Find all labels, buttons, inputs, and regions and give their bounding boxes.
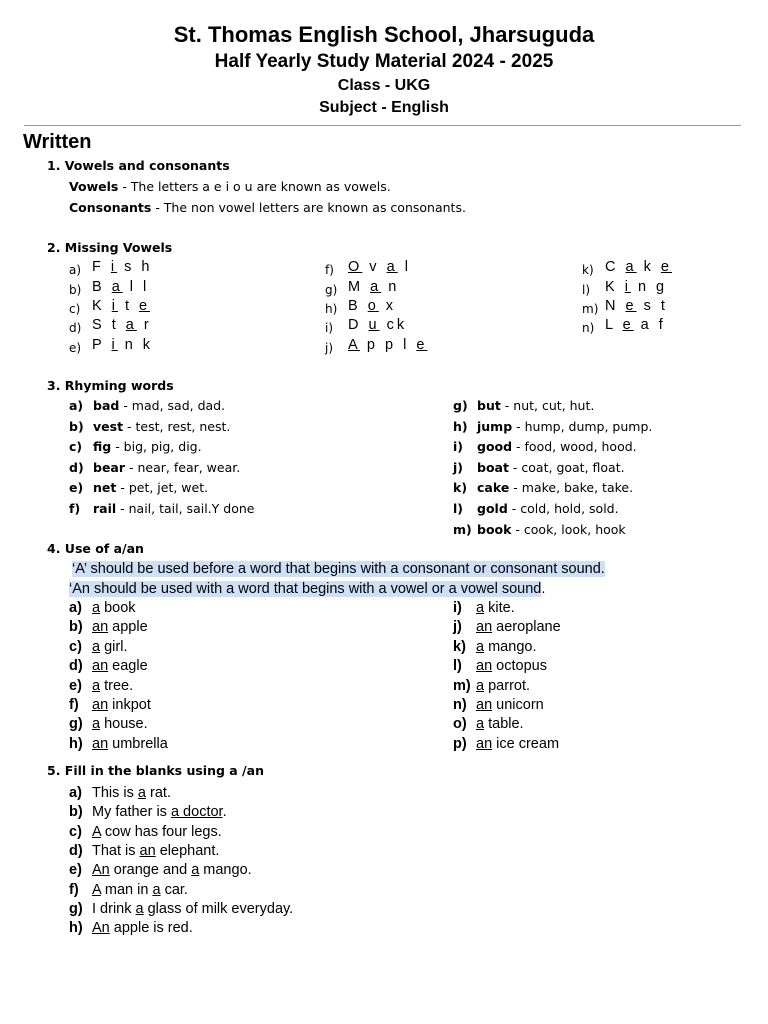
vowel-blank: O xyxy=(348,259,363,275)
item-letter: b) xyxy=(69,619,83,636)
item-letter: m) xyxy=(582,302,599,316)
item-letter: m) xyxy=(453,677,471,694)
word xyxy=(92,259,153,275)
item-letter: l) xyxy=(453,501,463,516)
missing-vowel-item xyxy=(69,279,150,299)
rhyme-word: book xyxy=(477,521,512,537)
item-letter: c) xyxy=(69,439,83,455)
noun: house. xyxy=(100,716,148,733)
sentence-part: I drink xyxy=(92,900,136,917)
word-part: t xyxy=(117,298,140,314)
rule-an xyxy=(69,581,545,597)
rhyme-word: boat xyxy=(477,459,509,475)
rhyme-item xyxy=(69,419,230,434)
rhyme-list: - big, pig, dig. xyxy=(111,439,202,455)
missing-vowel-item xyxy=(325,317,408,337)
item-letter: l) xyxy=(582,283,591,297)
rhyme-word: net xyxy=(93,480,117,496)
word-part: F xyxy=(92,259,111,275)
rhyme-list: - food, wood, hood. xyxy=(512,439,637,455)
word xyxy=(92,317,152,333)
rhyme-list: - cook, look, hook xyxy=(511,521,626,537)
vowel-blank: e xyxy=(625,298,637,314)
vowels-definition xyxy=(69,179,391,194)
rhyme-word: bear xyxy=(93,459,126,475)
rhyme-item xyxy=(453,398,594,413)
item-letter: n) xyxy=(453,697,467,713)
answer-blank: a doctor xyxy=(170,804,223,821)
sentence-part: This is xyxy=(92,785,138,801)
word xyxy=(92,298,150,314)
sentence-part: My father is xyxy=(92,804,171,821)
vowel-blank: i xyxy=(624,279,631,295)
sentence-part: glass of milk everyday. xyxy=(143,900,294,917)
item-letter: d) xyxy=(69,459,84,475)
noun: unicorn xyxy=(492,697,544,713)
section-4-title: 4. Use of a/an xyxy=(47,541,144,556)
article: an xyxy=(476,735,493,752)
word-part: ck xyxy=(379,317,408,333)
word-part: D xyxy=(348,317,369,333)
noun: kite. xyxy=(484,600,515,616)
noun: ice cream xyxy=(492,735,560,752)
fill-blank-item xyxy=(69,785,171,801)
missing-vowel-item xyxy=(325,259,411,279)
header-divider xyxy=(24,125,741,126)
vowel-blank: A xyxy=(348,337,360,353)
answer-blank: a xyxy=(191,862,200,879)
article: a xyxy=(476,716,485,733)
fill-blank-item xyxy=(69,862,252,878)
vowel-blank: e xyxy=(416,337,428,353)
noun: parrot. xyxy=(484,677,531,694)
word-part: C xyxy=(605,259,626,275)
article-item xyxy=(69,678,133,694)
article: an xyxy=(476,619,493,636)
answer-blank: an xyxy=(139,842,156,859)
item-letter: a) xyxy=(69,785,82,801)
rhyme-list: - nut, cut, hut. xyxy=(500,398,595,413)
answer-blank: a xyxy=(135,900,144,917)
rhyme-word: gold xyxy=(477,501,508,516)
item-letter: e) xyxy=(69,677,82,694)
article: a xyxy=(476,600,485,616)
word-part: a f xyxy=(633,317,666,333)
vowel-blank: e xyxy=(622,317,634,333)
word-part: P xyxy=(92,337,112,353)
section-1-title: 1. Vowels and consonants xyxy=(47,158,230,173)
word xyxy=(348,298,396,314)
word-part: l l xyxy=(122,279,150,295)
vowel-blank: o xyxy=(367,298,379,314)
article: an xyxy=(92,658,109,675)
rhyme-list: - cold, hold, sold. xyxy=(507,501,619,516)
article-item xyxy=(69,716,148,732)
vowel-blank: a xyxy=(125,317,137,333)
article-item xyxy=(453,736,559,752)
item-letter: g) xyxy=(69,716,83,733)
article-item xyxy=(69,736,168,752)
item-letter: a) xyxy=(69,263,82,277)
word-part: M xyxy=(348,279,371,295)
item-letter: c) xyxy=(69,823,82,840)
sentence-part: mango. xyxy=(199,862,252,879)
item-letter: e) xyxy=(69,480,84,496)
word-part: r xyxy=(136,317,152,333)
item-letter: g) xyxy=(453,398,468,413)
item-letter: c) xyxy=(69,302,81,316)
section-5-title: 5. Fill in the blanks using a /an xyxy=(47,763,264,778)
item-letter: b) xyxy=(69,804,83,821)
item-letter: f) xyxy=(325,263,334,277)
answer-blank: a xyxy=(137,785,146,801)
vowel-blank: a xyxy=(386,259,398,275)
sentence-part: man in xyxy=(100,881,153,898)
word-part: N xyxy=(605,298,626,314)
item-letter: o) xyxy=(453,716,467,733)
rule-an-end: . xyxy=(541,581,546,597)
missing-vowel-item xyxy=(325,279,400,299)
item-letter: a) xyxy=(69,398,84,413)
article-item xyxy=(453,658,547,674)
sentence-part: elephant. xyxy=(155,842,220,859)
sentence-part: cow has four legs. xyxy=(100,823,222,840)
noun: mango. xyxy=(484,638,537,655)
noun: girl. xyxy=(100,638,128,655)
consonants-label: Consonants xyxy=(69,200,152,215)
word xyxy=(605,298,668,314)
word xyxy=(92,337,153,353)
fill-blank-item xyxy=(69,920,193,936)
article-item xyxy=(453,716,524,732)
item-letter: c) xyxy=(69,638,82,655)
rhyme-word: good xyxy=(477,439,513,455)
word-part: k xyxy=(636,259,661,275)
rhyme-item xyxy=(453,419,652,434)
answer-blank: a xyxy=(152,881,161,898)
item-letter: k) xyxy=(453,638,466,655)
item-letter: f) xyxy=(69,697,79,713)
noun: tree. xyxy=(100,677,134,694)
rule-a xyxy=(72,561,605,577)
missing-vowel-item xyxy=(582,317,666,337)
article-item xyxy=(69,639,127,655)
item-letter: f) xyxy=(69,881,79,898)
article: an xyxy=(92,735,109,752)
item-letter: g) xyxy=(69,900,83,917)
rhyme-word: but xyxy=(477,398,501,413)
item-letter: a) xyxy=(69,600,82,616)
section-2-title: 2. Missing Vowels xyxy=(47,240,173,255)
word xyxy=(348,259,411,275)
word-part: B xyxy=(348,298,368,314)
item-letter: h) xyxy=(69,735,83,752)
missing-vowel-item xyxy=(325,337,428,357)
item-letter: k) xyxy=(453,480,468,496)
word-part: L xyxy=(605,317,623,333)
missing-vowel-item xyxy=(582,259,672,279)
consonants-definition xyxy=(69,200,466,215)
sentence-part: . xyxy=(222,804,227,821)
fill-blank-item xyxy=(69,901,293,917)
answer-blank: A xyxy=(92,881,101,898)
vowel-blank: a xyxy=(111,279,123,295)
item-letter: g) xyxy=(325,283,338,297)
rhyme-word: fig xyxy=(93,439,112,455)
article: an xyxy=(476,658,493,675)
noun: eagle xyxy=(108,658,148,675)
material-title: Half Yearly Study Material 2024 - 2025 xyxy=(214,51,554,72)
missing-vowel-item xyxy=(69,337,154,357)
article: a xyxy=(92,716,101,733)
item-letter: b) xyxy=(69,283,82,297)
rhyme-list: - make, bake, take. xyxy=(509,480,634,496)
noun: apple xyxy=(108,619,148,636)
word-part: l xyxy=(397,259,411,275)
article-item xyxy=(453,619,561,635)
item-letter: l) xyxy=(453,658,462,675)
vowel-blank: i xyxy=(110,259,118,275)
rhyme-item xyxy=(69,398,225,413)
missing-vowel-item xyxy=(325,298,397,318)
sentence-part: orange and xyxy=(109,862,192,879)
vowel-blank: i xyxy=(111,298,118,314)
item-letter: p) xyxy=(453,735,467,752)
item-letter: j) xyxy=(325,341,334,355)
sentence-part: apple is red. xyxy=(109,920,193,937)
rhyme-item xyxy=(69,460,240,475)
word-part: x xyxy=(378,298,397,314)
vowels-text: - The letters a e i o u are known as vowels. xyxy=(118,179,391,194)
class-label: Class - UKG xyxy=(337,77,431,94)
vowel-blank: e xyxy=(139,298,151,314)
rhyme-item xyxy=(453,522,626,537)
item-letter: b) xyxy=(69,418,84,434)
rhyme-word: rail xyxy=(93,501,117,516)
rhyme-list: - mad, sad, dad. xyxy=(119,398,226,413)
sentence-part: car. xyxy=(160,881,188,898)
rule-an-text: ‘An should be used with a word that begins with a vowel or a vowel sound xyxy=(69,581,542,597)
item-letter: d) xyxy=(69,321,82,335)
article: a xyxy=(476,638,485,655)
word-part: n xyxy=(381,279,400,295)
noun: table. xyxy=(484,716,524,733)
word xyxy=(92,279,149,295)
noun: aeroplane xyxy=(492,619,561,636)
article: a xyxy=(92,677,101,694)
word-part: n k xyxy=(117,337,154,353)
written-heading: Written xyxy=(23,131,92,153)
article: an xyxy=(92,619,109,636)
word xyxy=(348,279,399,295)
word-part: B xyxy=(92,279,112,295)
missing-vowel-item xyxy=(582,298,668,318)
fill-blank-item xyxy=(69,882,188,898)
rule-a-text: ‘A’ should be used before a word that begins with a consonant or consonant sound. xyxy=(72,561,605,577)
rhyme-item xyxy=(69,439,202,454)
sentence-part: rat. xyxy=(146,785,171,801)
answer-blank: A xyxy=(92,823,101,840)
rhyme-list: - hump, dump, pump. xyxy=(512,418,653,434)
fill-blank-item xyxy=(69,843,219,859)
article-item xyxy=(69,697,151,713)
item-letter: i) xyxy=(325,321,334,335)
vowel-blank: i xyxy=(111,337,118,353)
rhyme-list: - nail, tail, sail.Y done xyxy=(116,501,255,516)
item-letter: n) xyxy=(582,321,595,335)
item-letter: d) xyxy=(69,658,83,675)
article-item xyxy=(453,678,530,694)
school-name: St. Thomas English School, Jharsuguda xyxy=(173,22,595,47)
item-letter: d) xyxy=(69,842,83,859)
noun: inkpot xyxy=(108,697,151,713)
word-part: S t xyxy=(92,317,126,333)
fill-blank-item xyxy=(69,824,222,840)
rhyme-item xyxy=(69,501,254,516)
item-letter: k) xyxy=(582,263,594,277)
rhyme-item xyxy=(453,501,619,516)
rhyme-word: vest xyxy=(93,418,124,434)
item-letter: h) xyxy=(325,302,338,316)
rhyme-list: - near, fear, wear. xyxy=(125,459,241,475)
item-letter: h) xyxy=(69,920,83,937)
missing-vowel-item xyxy=(69,317,152,337)
item-letter: e) xyxy=(69,862,82,879)
article: an xyxy=(476,697,493,713)
item-letter: f) xyxy=(69,501,81,516)
noun: umbrella xyxy=(108,735,168,752)
missing-vowel-item xyxy=(69,298,151,318)
word-part: v xyxy=(362,259,387,275)
noun: octopus xyxy=(492,658,547,675)
missing-vowel-item xyxy=(69,259,153,279)
vowel-blank: a xyxy=(370,279,382,295)
rhyme-item xyxy=(453,460,625,475)
article: a xyxy=(92,638,101,655)
word-part: s h xyxy=(117,259,153,275)
rhyme-list: - pet, jet, wet. xyxy=(116,480,209,496)
rhyme-item xyxy=(453,480,633,495)
article: an xyxy=(92,697,109,713)
article-item xyxy=(453,697,544,713)
rhyme-list: - coat, goat, float. xyxy=(508,459,625,475)
sentence-part: That is xyxy=(92,842,140,859)
article-item xyxy=(69,658,148,674)
vowels-label: Vowels xyxy=(69,179,119,194)
rhyme-item xyxy=(453,439,637,454)
answer-blank: An xyxy=(92,920,110,937)
word xyxy=(605,259,672,275)
rhyme-item xyxy=(69,480,208,495)
word-part: K xyxy=(605,279,625,295)
consonants-text: - The non vowel letters are known as consonants. xyxy=(151,200,466,215)
item-letter: j) xyxy=(453,619,462,636)
article-item xyxy=(69,619,148,635)
article-item xyxy=(69,600,136,616)
rhyme-list: - test, rest, nest. xyxy=(123,418,231,434)
rhyme-word: jump xyxy=(477,418,513,434)
article-item xyxy=(453,600,515,616)
article-item xyxy=(453,639,536,655)
section-3-title: 3. Rhyming words xyxy=(47,378,174,393)
article: a xyxy=(476,677,485,694)
item-letter: e) xyxy=(69,341,82,355)
noun: book xyxy=(100,600,136,616)
answer-blank: An xyxy=(92,862,110,879)
item-letter: i) xyxy=(453,600,462,616)
word-part: K xyxy=(92,298,112,314)
vowel-blank: e xyxy=(660,259,672,275)
missing-vowel-item xyxy=(582,279,668,299)
word-part: p p l xyxy=(359,337,417,353)
word xyxy=(348,337,427,353)
article: a xyxy=(92,600,101,616)
rhyme-word: bad xyxy=(93,398,120,413)
word xyxy=(605,279,667,295)
item-letter: h) xyxy=(453,418,468,434)
word-part: s t xyxy=(636,298,668,314)
word xyxy=(605,317,666,333)
subject-label: Subject - English xyxy=(319,99,449,116)
item-letter: m) xyxy=(453,521,472,537)
fill-blank-item xyxy=(69,804,227,820)
item-letter: i) xyxy=(453,439,463,455)
word-part: n g xyxy=(630,279,668,295)
vowel-blank: a xyxy=(625,259,637,275)
word xyxy=(348,317,407,333)
item-letter: j) xyxy=(453,459,463,475)
rhyme-word: cake xyxy=(477,480,510,496)
vowel-blank: u xyxy=(368,317,380,333)
